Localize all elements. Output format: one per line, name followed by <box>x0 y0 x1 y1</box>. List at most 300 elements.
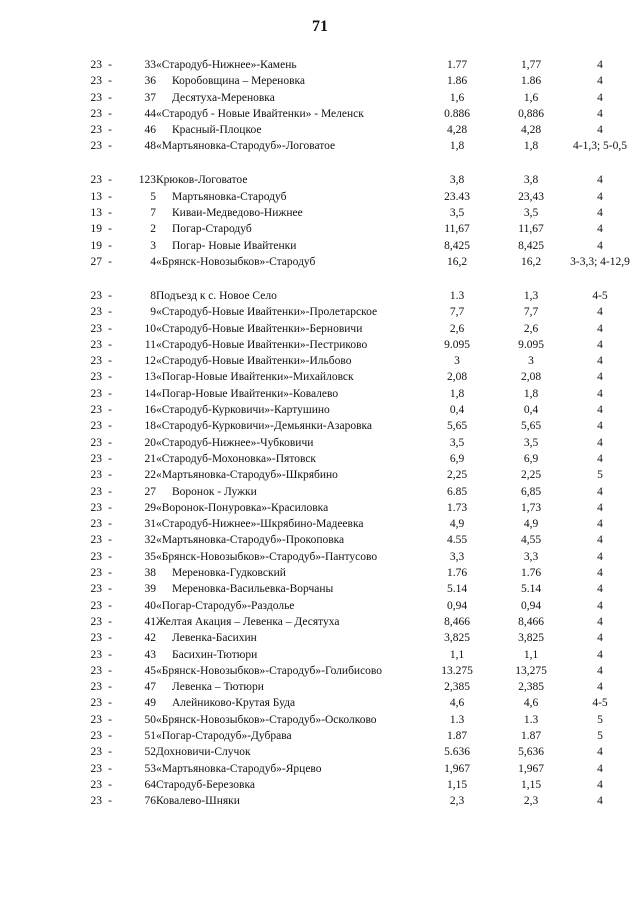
road-name: Мартьяновка-Стародуб <box>172 190 287 203</box>
road-number: 8 <box>150 289 156 302</box>
road-category: 4 <box>597 306 603 319</box>
road-category: 4 <box>597 174 603 187</box>
road-category: 4 <box>597 778 603 791</box>
road-length: 3,5 <box>449 436 465 449</box>
road-length-paved: 5,636 <box>518 746 544 759</box>
roads-table-body <box>72 57 632 809</box>
code-separator: - <box>108 107 112 120</box>
road-category: 4 <box>597 648 603 661</box>
road-number: 22 <box>144 469 156 482</box>
road-group-code: 23 <box>90 795 102 808</box>
road-number: 38 <box>144 567 156 580</box>
code-separator: - <box>108 729 112 742</box>
road-length: 5,65 <box>446 420 468 433</box>
table-row <box>72 679 632 695</box>
road-group-code: 13 <box>90 207 102 220</box>
road-length-paved: 3,5 <box>523 207 539 220</box>
road-length: 1.73 <box>446 501 468 514</box>
code-separator: - <box>108 762 112 775</box>
road-group-code: 19 <box>90 223 102 236</box>
road-group-code: 23 <box>90 681 102 694</box>
road-category: 4-1,3; 5-0,5 <box>573 140 627 153</box>
road-length: 4,6 <box>449 697 465 710</box>
road-number: 53 <box>144 762 156 775</box>
code-separator: - <box>108 550 112 563</box>
road-length: 2,6 <box>449 322 465 335</box>
road-category: 4 <box>597 567 603 580</box>
code-separator: - <box>108 289 112 302</box>
road-category: 3-3,3; 4-12,9 <box>570 255 630 268</box>
road-name: «Погар-Новые Ивайтенки»-Михайловск <box>156 371 354 384</box>
road-group-code: 23 <box>90 140 102 153</box>
code-separator: - <box>108 322 112 335</box>
road-number: 7 <box>150 207 156 220</box>
road-name: Мереновка-Гудковский <box>172 567 286 580</box>
road-name: Красный-Плоцкое <box>172 124 262 137</box>
road-group-code: 23 <box>90 371 102 384</box>
road-name: Стародуб-Березовка <box>156 778 255 791</box>
road-length: 5.636 <box>444 746 470 759</box>
road-category: 4 <box>597 322 603 335</box>
road-name: «Брянск-Новозыбков»-Стародуб <box>156 255 316 268</box>
table-row <box>72 353 632 369</box>
road-length: 1.87 <box>446 729 468 742</box>
table-row <box>72 369 632 385</box>
road-length: 1,8 <box>449 387 465 400</box>
road-category: 4 <box>597 795 603 808</box>
road-length: 1,6 <box>449 91 465 104</box>
road-length: 8,425 <box>444 239 470 252</box>
road-length-paved: 1,3 <box>523 289 539 302</box>
code-separator: - <box>108 207 112 220</box>
road-name: «Погар-Стародуб»-Раздолье <box>156 599 295 612</box>
road-length: 3,825 <box>444 632 470 645</box>
road-name: «Мартьяновка-Стародуб»-Ярцево <box>156 762 322 775</box>
road-group-code: 23 <box>90 452 102 465</box>
road-category: 4 <box>597 420 603 433</box>
road-length: 1,8 <box>449 140 465 153</box>
road-name: Левенка-Басихин <box>172 632 257 645</box>
road-length-paved: 4,28 <box>520 124 542 137</box>
table-row <box>72 630 632 646</box>
road-length: 4.55 <box>446 534 468 547</box>
road-number: 20 <box>144 436 156 449</box>
table-row <box>72 614 632 630</box>
road-number: 41 <box>144 615 156 628</box>
road-length-paved: 1,77 <box>520 59 542 71</box>
road-number: 32 <box>144 534 156 547</box>
road-group-code: 23 <box>90 534 102 547</box>
table-row <box>72 451 632 467</box>
road-length-paved: 23,43 <box>518 190 544 203</box>
road-length: 0.886 <box>444 107 470 120</box>
table-row <box>72 337 632 353</box>
road-group-code: 23 <box>90 174 102 187</box>
road-group-code: 23 <box>90 501 102 514</box>
table-row <box>72 549 632 565</box>
road-group-code: 23 <box>90 306 102 319</box>
table-row <box>72 532 632 548</box>
road-group-code: 23 <box>90 404 102 417</box>
road-category: 4 <box>597 550 603 563</box>
code-separator: - <box>108 174 112 187</box>
road-name: Левенка – Тютюри <box>172 681 264 694</box>
road-length: 2,08 <box>446 371 468 384</box>
code-separator: - <box>108 795 112 808</box>
table-row <box>72 467 632 483</box>
road-name: «Мартьяновка-Стародуб»-Шкрябино <box>156 469 338 482</box>
road-number: 3 <box>150 239 156 252</box>
road-length: 1.76 <box>446 567 468 580</box>
road-category: 4 <box>597 485 603 498</box>
table-row <box>72 189 632 205</box>
road-length: 6.85 <box>446 485 468 498</box>
road-length: 1.86 <box>446 75 468 88</box>
road-group-code: 23 <box>90 124 102 137</box>
road-group-code: 23 <box>90 91 102 104</box>
road-number: 9 <box>150 306 156 319</box>
table-row <box>72 695 632 711</box>
road-length-paved: 7,7 <box>523 306 539 319</box>
road-name: «Стародуб-Нижнее»-Шкрябино-Мадеевка <box>156 518 364 531</box>
code-separator: - <box>108 534 112 547</box>
road-group-code: 23 <box>90 567 102 580</box>
road-group-code: 23 <box>90 355 102 368</box>
road-number: 43 <box>144 648 156 661</box>
road-number: 42 <box>144 632 156 645</box>
road-length-paved: 0,4 <box>523 404 539 417</box>
table-row <box>72 221 632 237</box>
road-length: 0,4 <box>449 404 465 417</box>
road-length-paved: 3,3 <box>523 550 539 563</box>
code-separator: - <box>108 355 112 368</box>
road-category: 4 <box>597 190 603 203</box>
table-row <box>72 484 632 500</box>
table-row <box>72 712 632 728</box>
code-separator: - <box>108 615 112 628</box>
road-category: 4 <box>597 107 603 120</box>
table-row <box>72 761 632 777</box>
road-name: Погар-Стародуб <box>172 223 252 236</box>
road-name: «Мартьяновка-Стародуб»-Прокоповка <box>156 534 345 547</box>
road-category: 5 <box>597 729 603 742</box>
road-number: 123 <box>138 174 156 187</box>
road-name: Киваи-Медведово-Нижнее <box>172 207 303 220</box>
road-category: 4-5 <box>592 697 608 710</box>
page-number: 71 <box>312 18 328 35</box>
roads-table <box>72 57 632 809</box>
road-name: «Стародуб-Нижнее»-Камень <box>156 59 297 71</box>
road-category: 4 <box>597 124 603 137</box>
code-separator: - <box>108 223 112 236</box>
code-separator: - <box>108 746 112 759</box>
code-separator: - <box>108 420 112 433</box>
table-row <box>72 581 632 597</box>
table-row <box>72 402 632 418</box>
table-row <box>72 254 632 288</box>
road-number: 48 <box>144 140 156 153</box>
road-number: 4 <box>150 255 156 268</box>
road-category: 4 <box>597 355 603 368</box>
road-length: 0,94 <box>446 599 468 612</box>
road-name: Погар- Новые Ивайтенки <box>172 239 297 252</box>
road-name: «Мартьяновка-Стародуб»-Логоватое <box>156 140 336 153</box>
road-name: «Стародуб-Курковичи»-Демьянки-Азаровка <box>156 420 373 433</box>
road-length-paved: 1.3 <box>523 713 539 726</box>
road-length: 9.095 <box>444 338 470 351</box>
road-length: 1.3 <box>449 289 465 302</box>
road-length: 8,466 <box>444 615 470 628</box>
road-number: 45 <box>144 664 156 677</box>
road-group-code: 23 <box>90 107 102 120</box>
code-separator: - <box>108 664 112 677</box>
road-name: Воронок - Лужки <box>172 485 257 498</box>
road-length: 6,9 <box>449 452 465 465</box>
road-group-code: 23 <box>90 420 102 433</box>
road-group-code: 23 <box>90 436 102 449</box>
road-category: 4 <box>597 534 603 547</box>
road-length-paved: 1,15 <box>520 778 542 791</box>
road-length: 4,28 <box>446 124 468 137</box>
road-group-code: 23 <box>90 778 102 791</box>
road-number: 44 <box>144 107 156 120</box>
road-number: 39 <box>144 583 156 596</box>
road-category: 4 <box>597 762 603 775</box>
road-group-code: 23 <box>90 632 102 645</box>
road-length-paved: 1,8 <box>523 140 539 153</box>
road-category: 4 <box>597 371 603 384</box>
road-length-paved: 1.86 <box>520 75 542 88</box>
code-separator: - <box>108 436 112 449</box>
road-length-paved: 1,8 <box>523 387 539 400</box>
road-number: 36 <box>144 75 156 88</box>
table-row <box>72 57 632 73</box>
road-number: 14 <box>144 387 156 400</box>
road-number: 5 <box>150 190 156 203</box>
table-row <box>72 238 632 254</box>
code-separator: - <box>108 124 112 137</box>
road-length-paved: 1,73 <box>520 501 542 514</box>
road-group-code: 23 <box>90 599 102 612</box>
road-length: 1.3 <box>449 713 465 726</box>
road-length-paved: 2,6 <box>523 322 539 335</box>
table-row <box>72 304 632 320</box>
road-length-paved: 2,385 <box>518 681 544 694</box>
code-separator: - <box>108 599 112 612</box>
code-separator: - <box>108 338 112 351</box>
code-separator: - <box>108 255 112 268</box>
road-name: Коробовщина – Мереновка <box>172 75 306 88</box>
road-group-code: 23 <box>90 322 102 335</box>
road-category: 4 <box>597 632 603 645</box>
code-separator: - <box>108 648 112 661</box>
road-number: 50 <box>144 713 156 726</box>
road-length: 11,67 <box>444 223 470 236</box>
road-name: «Стародуб-Новые Ивайтенки»-Пролетарское <box>156 306 378 319</box>
table-row <box>72 106 632 122</box>
code-separator: - <box>108 469 112 482</box>
road-group-code: 23 <box>90 387 102 400</box>
table-row <box>72 138 632 172</box>
road-number: 31 <box>144 518 156 531</box>
road-length-paved: 3,8 <box>523 174 539 187</box>
road-length: 2,3 <box>449 795 465 808</box>
road-name: «Стародуб-Новые Ивайтенки»-Пестриково <box>156 338 368 351</box>
road-length: 13.275 <box>441 664 473 677</box>
road-group-code: 23 <box>90 485 102 498</box>
road-number: 51 <box>144 729 156 742</box>
road-length-paved: 6,9 <box>523 452 539 465</box>
road-number: 40 <box>144 599 156 612</box>
road-length-paved: 9.095 <box>518 338 544 351</box>
road-group-code: 23 <box>90 59 102 71</box>
code-separator: - <box>108 404 112 417</box>
table-row <box>72 73 632 89</box>
code-separator: - <box>108 583 112 596</box>
road-name: «Стародуб-Курковичи»-Картушино <box>156 404 330 417</box>
code-separator: - <box>108 567 112 580</box>
road-length: 2,25 <box>446 469 468 482</box>
road-length-paved: 6,85 <box>520 485 542 498</box>
road-group-code: 23 <box>90 762 102 775</box>
road-category: 5 <box>597 713 603 726</box>
road-group-code: 23 <box>90 746 102 759</box>
road-number: 52 <box>144 746 156 759</box>
road-name: «Стародуб-Новые Ивайтенки»-Ильбово <box>156 355 352 368</box>
road-number: 37 <box>144 91 156 104</box>
road-name: Ковалево-Шняки <box>156 795 240 808</box>
road-number: 27 <box>144 485 156 498</box>
road-group-code: 23 <box>90 469 102 482</box>
road-length-paved: 1,967 <box>518 762 544 775</box>
road-group-code: 23 <box>90 697 102 710</box>
road-name: «Стародуб-Новые Ивайтенки»-Берновичи <box>156 322 363 335</box>
road-group-code: 13 <box>90 190 102 203</box>
road-group-code: 23 <box>90 729 102 742</box>
road-category: 4 <box>597 436 603 449</box>
road-category: 4 <box>597 599 603 612</box>
road-number: 2 <box>150 223 156 236</box>
road-category: 4 <box>597 223 603 236</box>
code-separator: - <box>108 91 112 104</box>
road-category: 5 <box>597 469 603 482</box>
road-length-paved: 5.14 <box>520 583 542 596</box>
road-group-code: 23 <box>90 664 102 677</box>
road-category: 4 <box>597 91 603 104</box>
code-separator: - <box>108 140 112 153</box>
code-separator: - <box>108 59 112 71</box>
road-length: 1,15 <box>446 778 468 791</box>
table-row <box>72 122 632 138</box>
road-length-paved: 2,08 <box>520 371 542 384</box>
road-category: 4 <box>597 59 603 71</box>
road-category: 4 <box>597 338 603 351</box>
road-category: 4 <box>597 664 603 677</box>
road-category: 4 <box>597 239 603 252</box>
road-name: Дохновичи-Случок <box>156 746 251 759</box>
road-length: 1.77 <box>446 59 468 71</box>
code-separator: - <box>108 501 112 514</box>
road-length-paved: 11,67 <box>518 223 544 236</box>
road-length-paved: 4,6 <box>523 697 539 710</box>
road-name: Желтая Акация – Левенка – Десятуха <box>156 615 340 628</box>
road-length: 7,7 <box>449 306 465 319</box>
road-number: 35 <box>144 550 156 563</box>
road-number: 18 <box>144 420 156 433</box>
code-separator: - <box>108 371 112 384</box>
road-category: 4 <box>597 501 603 514</box>
road-number: 64 <box>144 778 156 791</box>
road-length-paved: 13,275 <box>515 664 547 677</box>
road-group-code: 19 <box>90 239 102 252</box>
road-category: 4 <box>597 615 603 628</box>
road-length-paved: 3,825 <box>518 632 544 645</box>
table-row <box>72 744 632 760</box>
road-length: 23.43 <box>444 190 470 203</box>
road-length-paved: 0,94 <box>520 599 542 612</box>
road-category: 4 <box>597 404 603 417</box>
road-name: «Стародуб-Нижнее»-Чубковичи <box>156 436 314 449</box>
table-row <box>72 172 632 188</box>
road-name: «Брянск-Новозыбков»-Стародуб»-Пантусово <box>156 550 378 563</box>
table-row <box>72 435 632 451</box>
code-separator: - <box>108 485 112 498</box>
road-length: 3,8 <box>449 174 465 187</box>
road-length-paved: 4,9 <box>523 518 539 531</box>
road-length-paved: 2,25 <box>520 469 542 482</box>
road-name: «Брянск-Новозыбков»-Стародуб»-Осколково <box>156 713 377 726</box>
table-row <box>72 777 632 793</box>
code-separator: - <box>108 239 112 252</box>
road-length-paved: 3,5 <box>523 436 539 449</box>
road-number: 49 <box>144 697 156 710</box>
table-row <box>72 647 632 663</box>
road-category: 4 <box>597 681 603 694</box>
road-name: Басихин-Тютюри <box>172 648 258 661</box>
road-length-paved: 0,886 <box>518 107 544 120</box>
road-number: 47 <box>144 681 156 694</box>
road-length-paved: 1,6 <box>523 91 539 104</box>
road-length-paved: 2,3 <box>523 795 539 808</box>
road-number: 29 <box>144 501 156 514</box>
code-separator: - <box>108 452 112 465</box>
road-length: 4,9 <box>449 518 465 531</box>
table-row <box>72 321 632 337</box>
road-category: 4 <box>597 387 603 400</box>
road-length-paved: 1.87 <box>520 729 542 742</box>
table-row <box>72 565 632 581</box>
road-length-paved: 8,466 <box>518 615 544 628</box>
road-length-paved: 1.76 <box>520 567 542 580</box>
road-category: 4-5 <box>592 289 608 302</box>
road-number: 16 <box>144 404 156 417</box>
road-length: 3 <box>454 355 460 368</box>
road-group-code: 23 <box>90 648 102 661</box>
table-row <box>72 90 632 106</box>
road-number: 10 <box>144 322 156 335</box>
table-row <box>72 288 632 304</box>
code-separator: - <box>108 681 112 694</box>
road-category: 4 <box>597 583 603 596</box>
code-separator: - <box>108 190 112 203</box>
road-number: 21 <box>144 452 156 465</box>
code-separator: - <box>108 387 112 400</box>
road-name: «Брянск-Новозыбков»-Стародуб»-Голибисово <box>156 664 383 677</box>
road-group-code: 23 <box>90 713 102 726</box>
road-group-code: 23 <box>90 615 102 628</box>
table-row <box>72 598 632 614</box>
road-length-paved: 5,65 <box>520 420 542 433</box>
